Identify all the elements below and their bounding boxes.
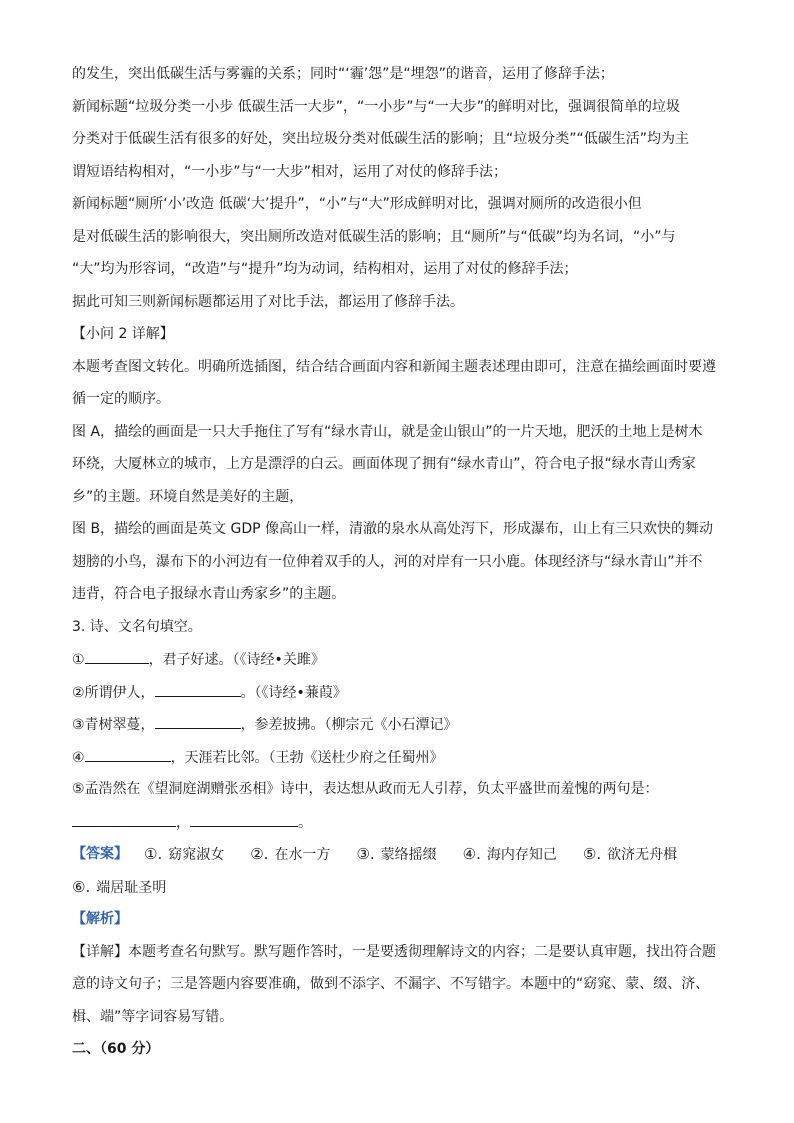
answer-item: ⑤. 欲济无舟楫 [582,845,678,863]
text-line: 是对低碳生活的影响很大，突出厕所改造对低碳生活的影响；且“厕所”与“低碳”均为名词，“小”与 [72,228,676,245]
answer-item: ①. 窈窕淑女 [144,845,225,863]
fill-item-2: ②所谓伊人， 。（《诗经•蒹葭》 [72,680,724,705]
text-line: 环绕，大厦林立的城市，上方是漂浮的白云。画面体现了拥有“绿水青山”，符合电子报“绿水青山秀家 [72,456,696,472]
section-heading: 二、（60 分） [72,1041,160,1057]
fill-item-1: ① ，君子好逑。（《诗经•关雎》 [72,647,724,672]
answer-blank [155,712,241,729]
answer-tag: 【答案】 [72,846,128,862]
text-line: 分类对于低碳生活有很多的好处，突出垃圾分类对低碳生活的影响；且“垃圾分类”“低碳生活”均为主 [72,131,690,147]
answer-blank [85,647,149,664]
analysis-line: 【详解】本题考查名句默写。默写题作答时，一是要透彻理解诗文的内容；二是要认真审题，找出符合题 [72,943,716,960]
text-line: 违背，符合电子报绿水青山秀家乡”的主题。 [72,586,346,602]
text-line: 本题考查图文转化。明确所选插图，结合结合画面内容和新闻主题表述理由即可，注意在描绘画面时要遵 [72,358,716,375]
answer-item-6: ⑥. 端居耻圣明 [72,877,167,896]
text-line: 图 B，描绘的画面是英文 GDP 像高山一样，清澈的泉水从高处泻下，形成瀑布，山上有三只欢快的舞动 [72,521,714,537]
document-page [72,62,724,1070]
answer-item: ④. 海内存知己 [462,845,557,863]
text-line: 图 A，描绘的画面是一只大手拖住了写有“绿水青山，就是金山银山”的一片天地，肥沃的土地上是树木 [72,423,703,440]
text-line: 的发生，突出低碳生活与雾霾的关系；同时“‘霾’怨”是“埋怨”的谐音，运用了修辞手法； [72,66,614,82]
fill-item-5-blanks: ， 。 [72,810,724,835]
text-line: 翅膀的小鸟，瀑布下的小河边有一位伸着双手的人，河的对岸有一只小鹿。体现经济与“绿水青山”并不 [72,553,703,570]
answer-item: ③. 蒙络摇缀 [356,845,437,863]
text-line: 据此可知三则新闻标题都运用了对比手法，都运用了修辞手法。 [72,293,464,310]
analysis-tag: 【解析】 [72,911,128,927]
answer-item: ②. 在水一方 [250,845,331,863]
text-line: 谓短语结构相对，“一小步”与“一大步”相对，运用了对仗的修辞手法； [72,163,508,180]
fill-item-4: ④ ，天涯若比邻。（王勃《送杜少府之任蜀州》 [72,745,724,770]
fill-item-5: ⑤孟浩然在《望洞庭湖赠张丞相》诗中，表达想从政而无人引荐，负太平盛世而羞愧的两句是： [72,781,659,797]
text-line: 乡”的主题。环境自然是美好的主题， [72,488,304,505]
analysis-line: 楫、端”等字词容易写错。 [72,1008,234,1025]
answer-blank [190,810,298,827]
answer-blank [72,810,176,827]
answer-blank [85,745,171,762]
text-line: 新闻标题“厕所‘小’改造 低碳‘大’提升”，“小”与“大”形成鲜明对比，强调对厕所的改造很小但 [72,196,642,212]
answer-blank [155,680,241,697]
answer-row [72,842,724,867]
question-title: 3. 诗、文名句填空。 [72,618,202,635]
text-line: “大”均为形容词，“改造”与“提升”均为动词，结构相对，运用了对仗的修辞手法； [72,261,578,277]
fill-item-3: ③青树翠蔓， ，参差披拂。（柳宗元《小石潭记》 [72,712,724,737]
text-line: 循一定的顺序。 [72,391,170,407]
subquestion-heading: 【小问 2 详解】 [72,326,174,342]
text-line: 新闻标题“垃圾分类一小步 低碳生活一大步”，“一小步”与“一大步”的鲜明对比，强调很简单的垃圾 [72,98,680,115]
analysis-line: 意的诗文句子；三是答题内容要准确，做到不添字、不漏字、不写错字。本题中的“窈窕、蒙、缀、济、 [72,976,710,992]
